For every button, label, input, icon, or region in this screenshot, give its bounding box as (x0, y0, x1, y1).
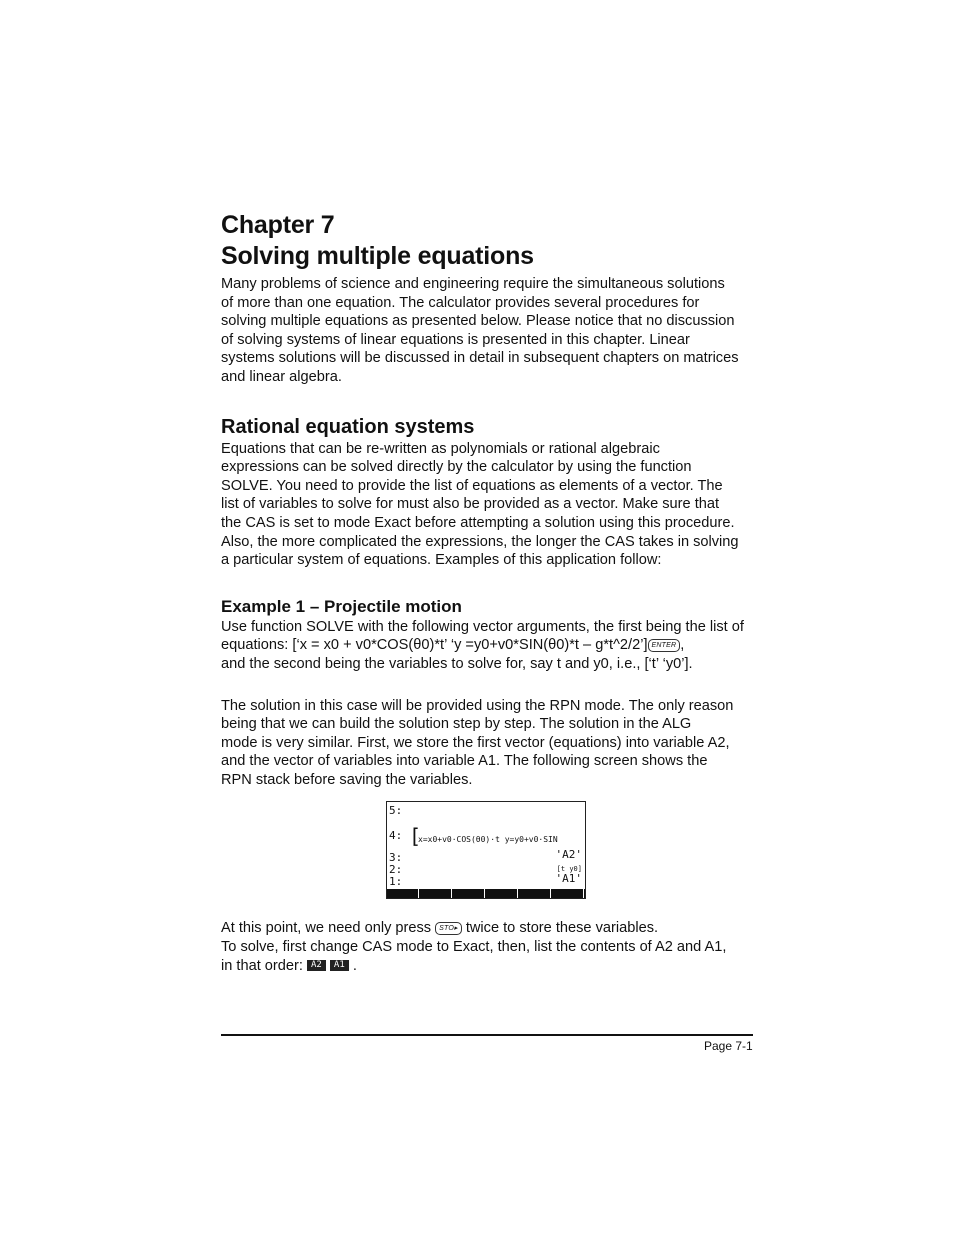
intro-line: of solving systems of linear equations is presented in this chapter. Linear (221, 331, 690, 348)
intro-line: systems solutions will be discussed in detail in subsequent chapters on matrices (221, 350, 739, 367)
example-line: Use function SOLVE with the following vector arguments, the first being the list of (221, 618, 744, 635)
intro-line: Many problems of science and engineering require the simultaneous solutions (221, 276, 725, 292)
footer-rule (221, 1034, 753, 1036)
solution-line: and the vector of variables into variable A1. The following screen shows the (221, 753, 708, 770)
stack-level-1: 1: (389, 875, 403, 888)
solution-line: being that we can build the solution step by step. The solution in the ALG (221, 716, 692, 733)
menu-slot (454, 889, 485, 898)
page-number: Page 7-1 (704, 1039, 753, 1053)
equation-text: equations: [‘x = x0 + v0*COS(θ0)*t’ ‘y =y0+v0*SIN(θ0)*t – g*t^2/2’] (221, 637, 648, 654)
stack-level-3: 3: (389, 851, 403, 864)
level3-text: 'A2' (555, 850, 582, 860)
section-line: SOLVE. You need to provide the list of equations as elements of a vector. The (221, 477, 723, 494)
calculator-screen (386, 801, 586, 899)
enter-key-icon: ENTER (648, 639, 681, 652)
menu-slot (487, 889, 518, 898)
after-text: twice to store these variables. (465, 920, 659, 937)
after-text: At this point, we need only press (221, 920, 432, 937)
section-line: Equations that can be re-written as polynomials or rational algebraic (221, 440, 660, 457)
stack-level-2: 2: (389, 863, 403, 876)
level2-text: [t y0] (556, 865, 582, 873)
example-line (221, 636, 753, 655)
softkey-menu-bar (387, 889, 585, 898)
menu-slot (553, 889, 584, 898)
after-line (221, 919, 753, 938)
section-line: list of variables to solve for must also be provided as a vector. Make sure that (221, 496, 720, 513)
after-paragraph (221, 919, 753, 975)
chapter-title (221, 210, 753, 272)
section-line: a particular system of equations. Examples of this application follow: (221, 552, 662, 569)
menu-slot (520, 889, 551, 898)
sto-key-icon: STO▸ (435, 922, 462, 935)
comma: , (680, 637, 685, 654)
level4-text: x=x0+v0·COS(θ0)·t y=y0+v0·SIN (418, 835, 558, 844)
menu-slot (421, 889, 452, 898)
menu-slot (388, 889, 419, 898)
intro-paragraph (221, 275, 753, 387)
period: . (352, 957, 357, 974)
solution-line: mode is very similar. First, we store the first vector (equations) into variable A2, (221, 734, 730, 751)
solution-line: RPN stack before saving the variables. (221, 771, 473, 788)
example-title: Example 1 – Projectile motion (221, 596, 462, 616)
after-text: in that order: (221, 957, 303, 974)
solution-paragraph (221, 697, 753, 790)
section-line: Also, the more complicated the expressions, the longer the CAS takes in solving (221, 533, 739, 550)
section-paragraph (221, 440, 753, 570)
stack-level-4: 4: (389, 829, 403, 842)
example-line: and the second being the variables to solve for, say t and y0, i.e., [‘t’ ‘y0’]. (221, 655, 693, 672)
softkey-a1: A1 (330, 960, 349, 971)
stack-level-5: 5: (389, 804, 403, 817)
solution-line: The solution in this case will be provided using the RPN mode. The only reason (221, 697, 734, 714)
chapter-name: Solving multiple equations (221, 242, 534, 270)
section-title: Rational equation systems (221, 415, 475, 438)
section-line: expressions can be solved directly by the calculator by using the function (221, 459, 692, 476)
level1-text: 'A1' (555, 874, 582, 884)
example-paragraph (221, 618, 753, 674)
after-line (221, 957, 753, 976)
intro-line: solving multiple equations as presented below. Please notice that no discussion (221, 313, 735, 330)
chapter-number: Chapter 7 (221, 211, 335, 239)
softkey-a2: A2 (307, 960, 326, 971)
level4-bracket: [ (409, 826, 422, 846)
intro-line: and linear algebra. (221, 368, 342, 385)
section-line: the CAS is set to mode Exact before attempting a solution using this procedure. (221, 514, 735, 531)
after-line: To solve, first change CAS mode to Exact, then, list the contents of A2 and A1, (221, 939, 727, 956)
intro-line: of more than one equation. The calculator provides several procedures for (221, 294, 700, 311)
